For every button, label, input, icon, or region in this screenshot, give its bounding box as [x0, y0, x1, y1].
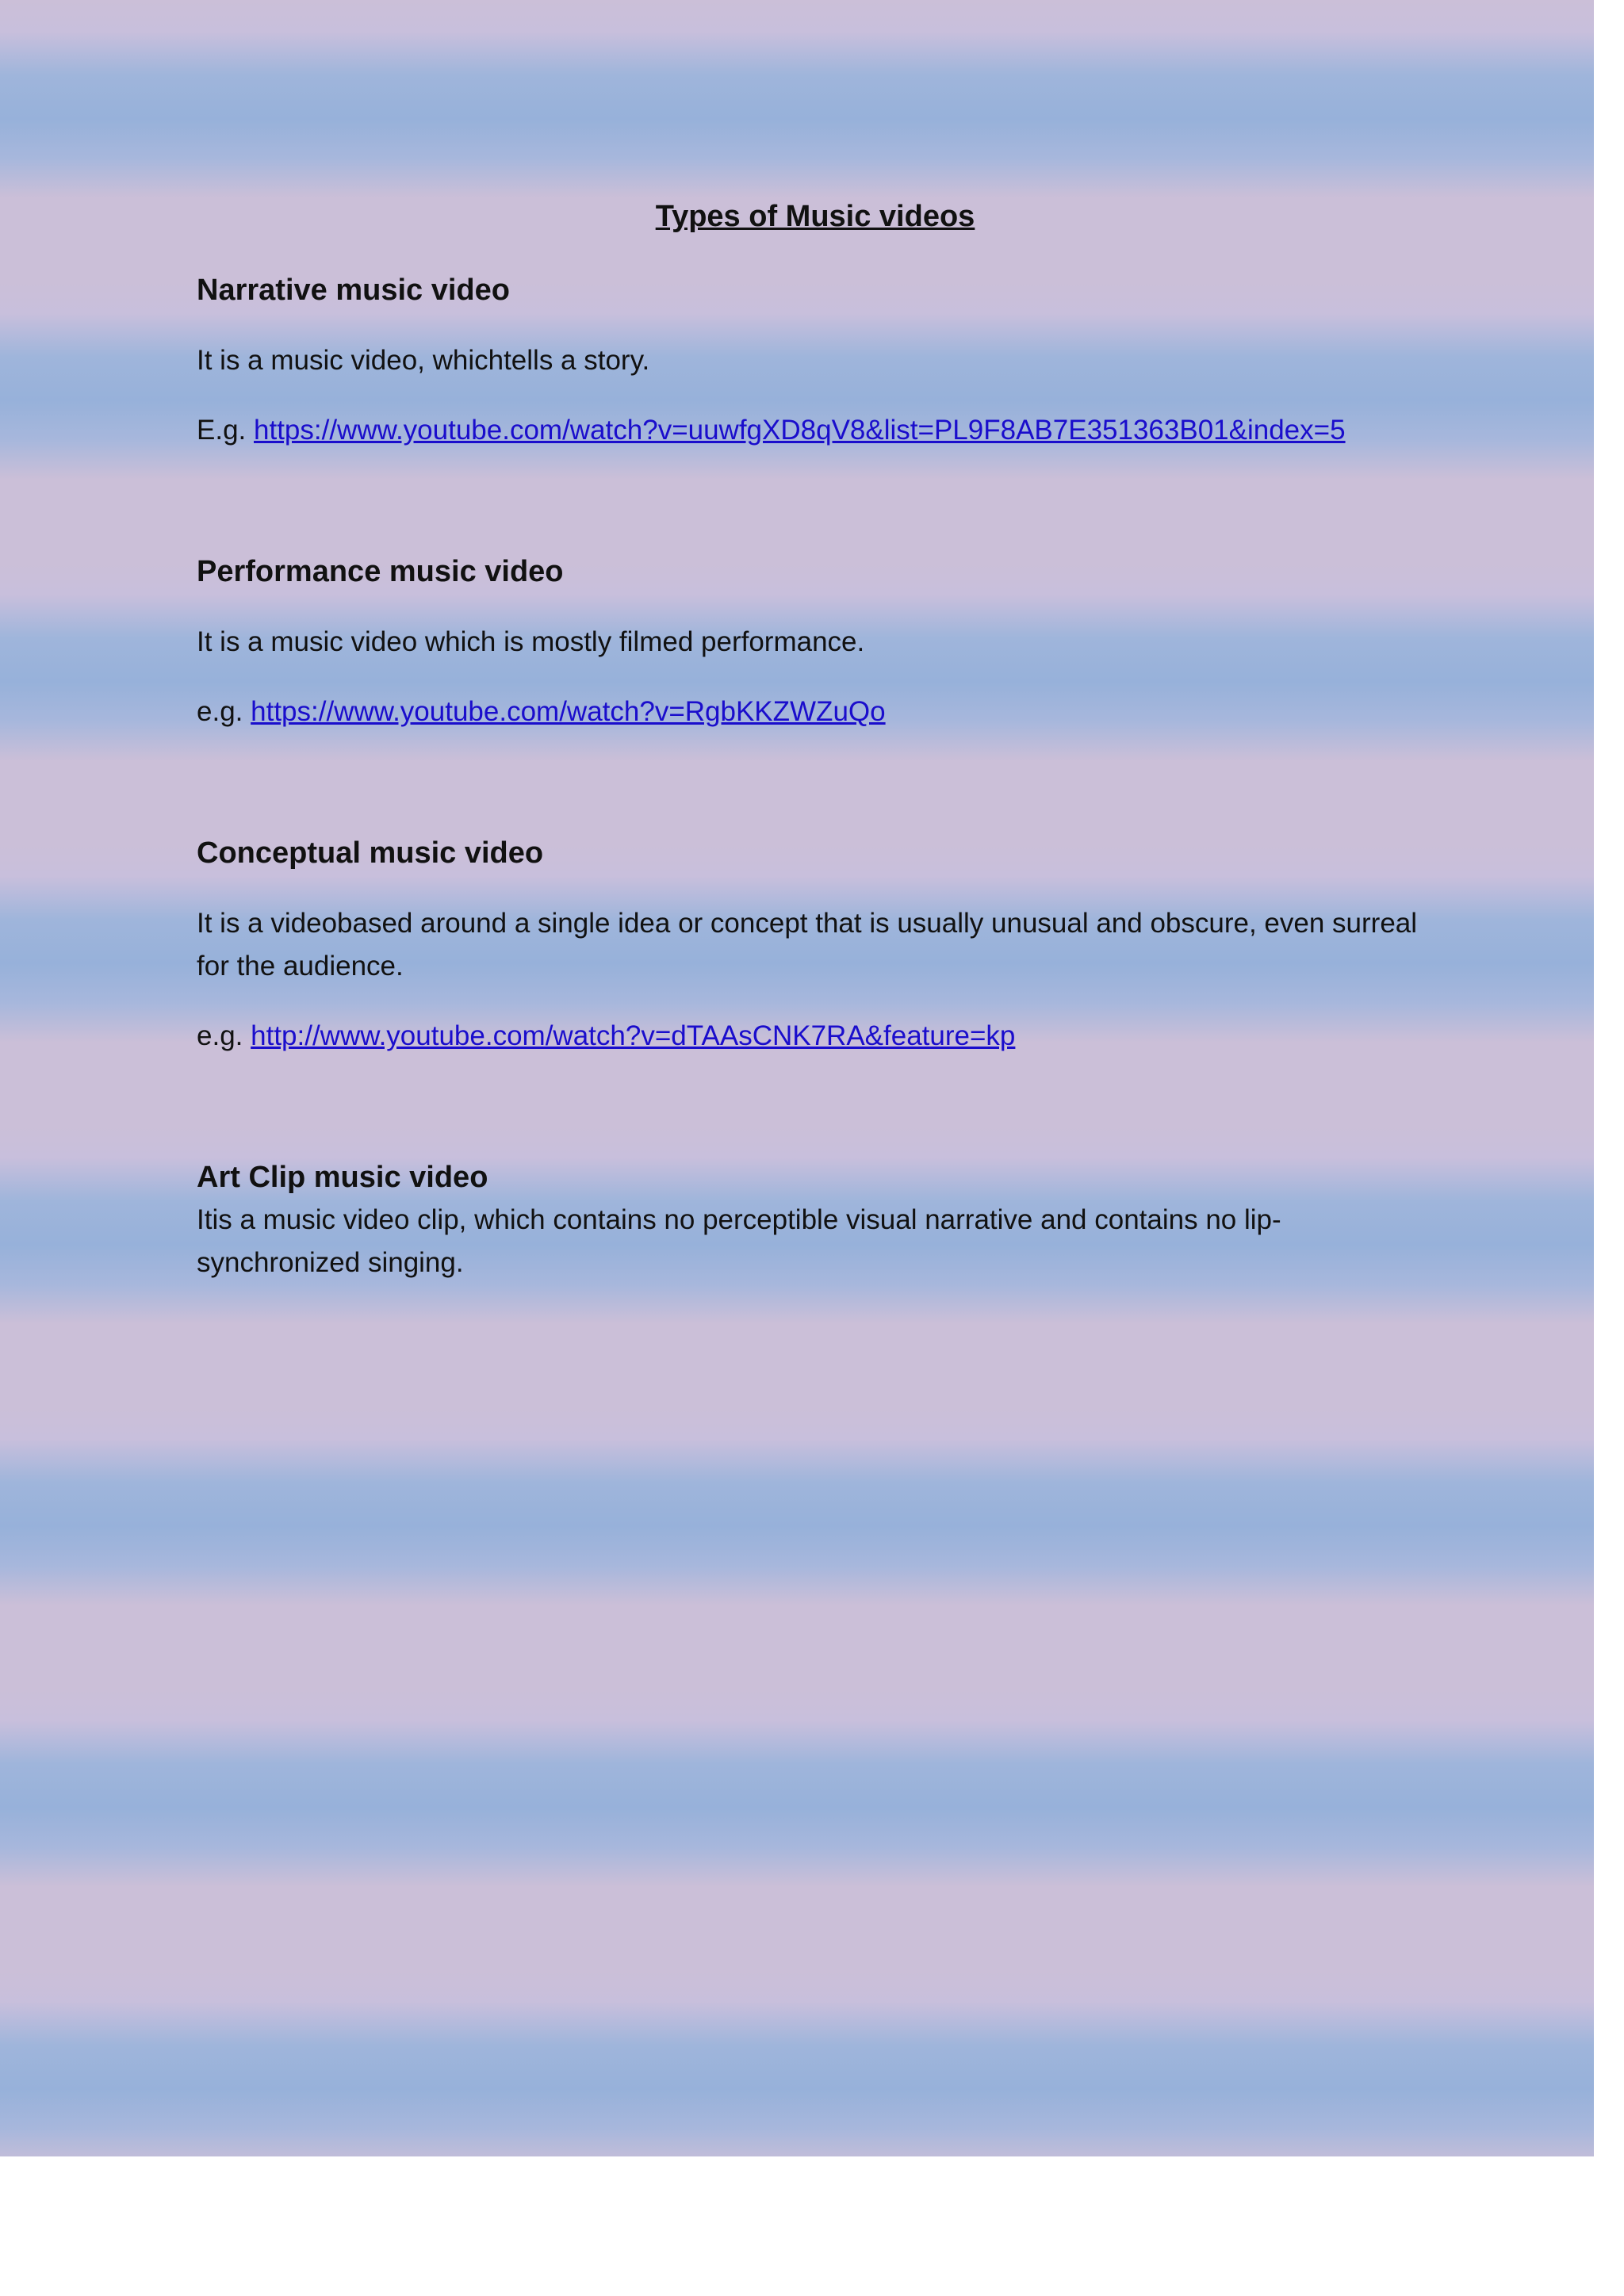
section-description-performance: It is a music video which is mostly filmed performance. — [197, 626, 865, 657]
section-heading-art-clip: Art Clip music video — [197, 1161, 488, 1194]
example-line-conceptual — [197, 1015, 1434, 1058]
section-description-narrative: It is a music video, whichtells a story. — [197, 345, 650, 376]
section-heading-performance: Performance music video — [197, 555, 564, 588]
example-prefix: e.g. — [197, 696, 243, 727]
section-heading-conceptual: Conceptual music video — [197, 836, 544, 870]
section-heading-narrative: Narrative music video — [197, 274, 510, 307]
example-line-narrative — [197, 409, 1434, 452]
example-link-narrative[interactable]: https://www.youtube.com/watch?v=uuwfgXD8qV8&list=PL9F8AB7E351363B01&index=5 — [254, 415, 1346, 446]
example-link-performance[interactable]: https://www.youtube.com/watch?v=RgbKKZWZuQo — [251, 696, 886, 727]
section-description-art-clip: Itis a music video clip, which contains no perceptible visual narrative and contains no lip-synchronized singing. — [197, 1204, 1281, 1278]
example-link-conceptual[interactable]: http://www.youtube.com/watch?v=dTAAsCNK7RA&feature=kp — [251, 1020, 1016, 1051]
example-prefix: E.g. — [197, 415, 247, 446]
section-description-conceptual: It is a videobased around a single idea or concept that is usually unusual and obscure, even surreal for the audience. — [197, 908, 1418, 982]
example-prefix: e.g. — [197, 1020, 243, 1051]
document-title: Types of Music videos — [655, 200, 975, 233]
example-line-performance — [197, 691, 1434, 733]
